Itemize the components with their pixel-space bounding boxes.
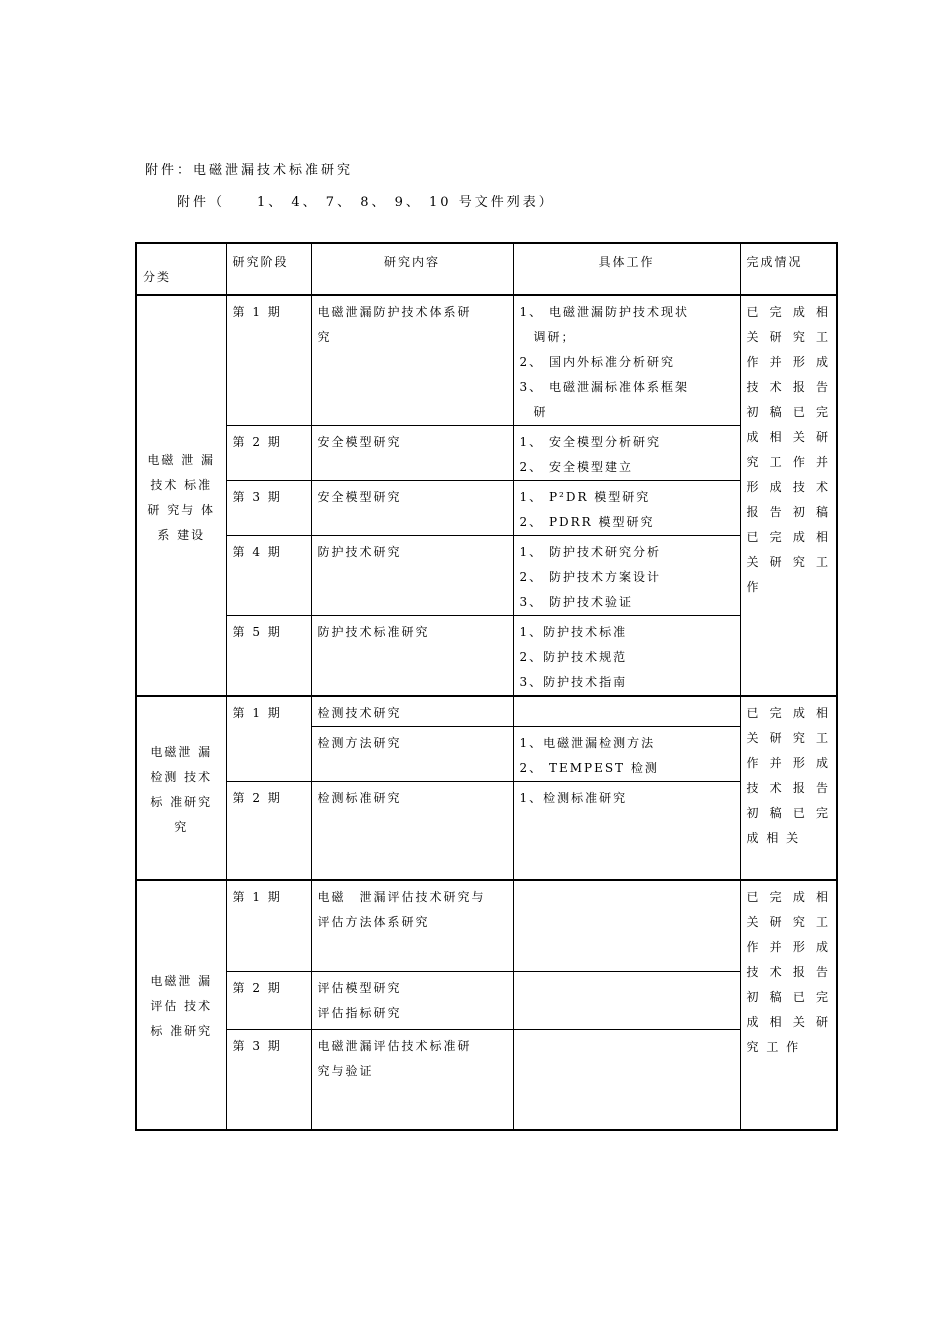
work-cell [513,696,740,727]
work-line: 1、 电磁泄漏防护技术现状 [519,305,689,319]
status-cell: 已 完 成 相 关 研 究 工 作 并 形 成 技 术 报 告 初 稿 已 完 成 相 关 研 究 工 作 并 形 成 技 术 报 告 初 稿 已 完 成 相 关 研 究 工 作 [740,295,837,696]
work-cell [513,295,740,426]
stage-cell: 第 1 期 [226,295,311,426]
content-line: 评估方法体系研究 [317,914,430,929]
content-line: 评估模型研究 [317,981,402,995]
content-line: 安全模型研究 [317,490,402,504]
content-cell [311,696,513,727]
work-line: 2、 防护技术方案设计 [519,570,661,584]
research-table [135,242,838,1131]
stage-cell: 第 3 期 [226,1030,311,1130]
content-cell [311,972,513,1030]
document-title: 附件：电磁泄漏技术标准研究 [145,163,354,178]
header-content: 研究内容 [311,243,513,295]
work-line: 2、 安全模型建立 [519,460,633,474]
content-cell [311,1030,513,1130]
content-line: 究 [317,330,332,344]
status-cell: 已 完 成 相 关 研 究 工 作 并 形 成 技 术 报 告 初 稿 已 完 成 相 关 研 究 工 作 [740,880,837,1130]
status-cell: 已 完 成 相 关 研 究 工 作 并 形 成 技 术 报 告 初 稿 已 完 成 相 关 [740,696,837,880]
category-cell: 电磁 泄 漏技术 标准研 究与 体系 建设 [136,295,226,696]
header-category: 分类 [136,243,226,295]
work-cell [513,727,740,782]
content-cell [311,536,513,616]
work-cell [513,481,740,536]
work-cell [513,1030,740,1130]
header-work: 具体工作 [513,243,740,295]
stage-cell: 第 1 期 [226,696,311,782]
content-cell [311,727,513,782]
content-cell [311,880,513,972]
work-line: 1、防护技术标准 [519,625,628,639]
work-line: 1、 防护技术研究分析 [519,545,661,559]
work-line: 1、 P²DR 模型研究 [519,490,651,504]
work-line: 1、电磁泄漏检测方法 [519,736,656,750]
stage-cell: 第 4 期 [226,536,311,616]
content-cell [311,295,513,426]
work-line: 2、防护技术规范 [519,650,628,664]
content-cell [311,782,513,880]
content-line: 电磁 泄漏评估技术研究与 [317,889,486,904]
work-line: 2、 国内外标准分析研究 [519,355,675,369]
content-line: 检测技术研究 [317,706,402,720]
work-line: 研 [519,405,548,419]
content-line: 检测方法研究 [317,736,402,750]
work-line: 2、 PDRR 模型研究 [519,515,655,529]
work-cell [513,880,740,972]
work-line: 调研； [519,330,576,344]
work-line: 3、 电磁泄漏标准体系框架 [519,380,689,394]
header-stage: 研究阶段 [226,243,311,295]
stage-cell: 第 1 期 [226,880,311,972]
content-line: 安全模型研究 [317,435,402,449]
category-cell: 电磁泄 漏检测 技术标 准研究 究 [136,696,226,880]
work-line: 2、 TEMPEST 检测 [519,761,659,775]
stage-cell: 第 2 期 [226,426,311,481]
content-cell [311,616,513,697]
content-line: 防护技术标准研究 [317,625,430,639]
work-cell [513,972,740,1030]
work-line: 3、 防护技术验证 [519,595,633,609]
stage-cell: 第 2 期 [226,972,311,1030]
work-cell [513,782,740,880]
work-cell [513,426,740,481]
content-cell [311,481,513,536]
document-subtitle: 附件（ 1、 4、 7、 8、 9、 10 号文件列表） [177,195,555,210]
header-status: 完成情况 [740,243,837,295]
content-line: 究与验证 [317,1064,374,1078]
category-cell: 电磁泄 漏评估 技术标 准研究 [136,880,226,1130]
work-line: 1、 安全模型分析研究 [519,435,661,449]
content-line: 防护技术研究 [317,545,402,559]
content-line: 电磁泄漏防护技术体系研 [317,305,472,319]
work-line: 1、检测标准研究 [519,791,628,805]
work-cell [513,616,740,697]
stage-cell: 第 3 期 [226,481,311,536]
content-cell [311,426,513,481]
stage-cell: 第 5 期 [226,616,311,697]
content-line: 电磁泄漏评估技术标准研 [317,1039,472,1053]
work-line: 3、防护技术指南 [519,675,628,689]
content-line: 检测标准研究 [317,791,402,805]
content-line: 评估指标研究 [317,1006,402,1020]
stage-cell: 第 2 期 [226,782,311,880]
work-cell [513,536,740,616]
